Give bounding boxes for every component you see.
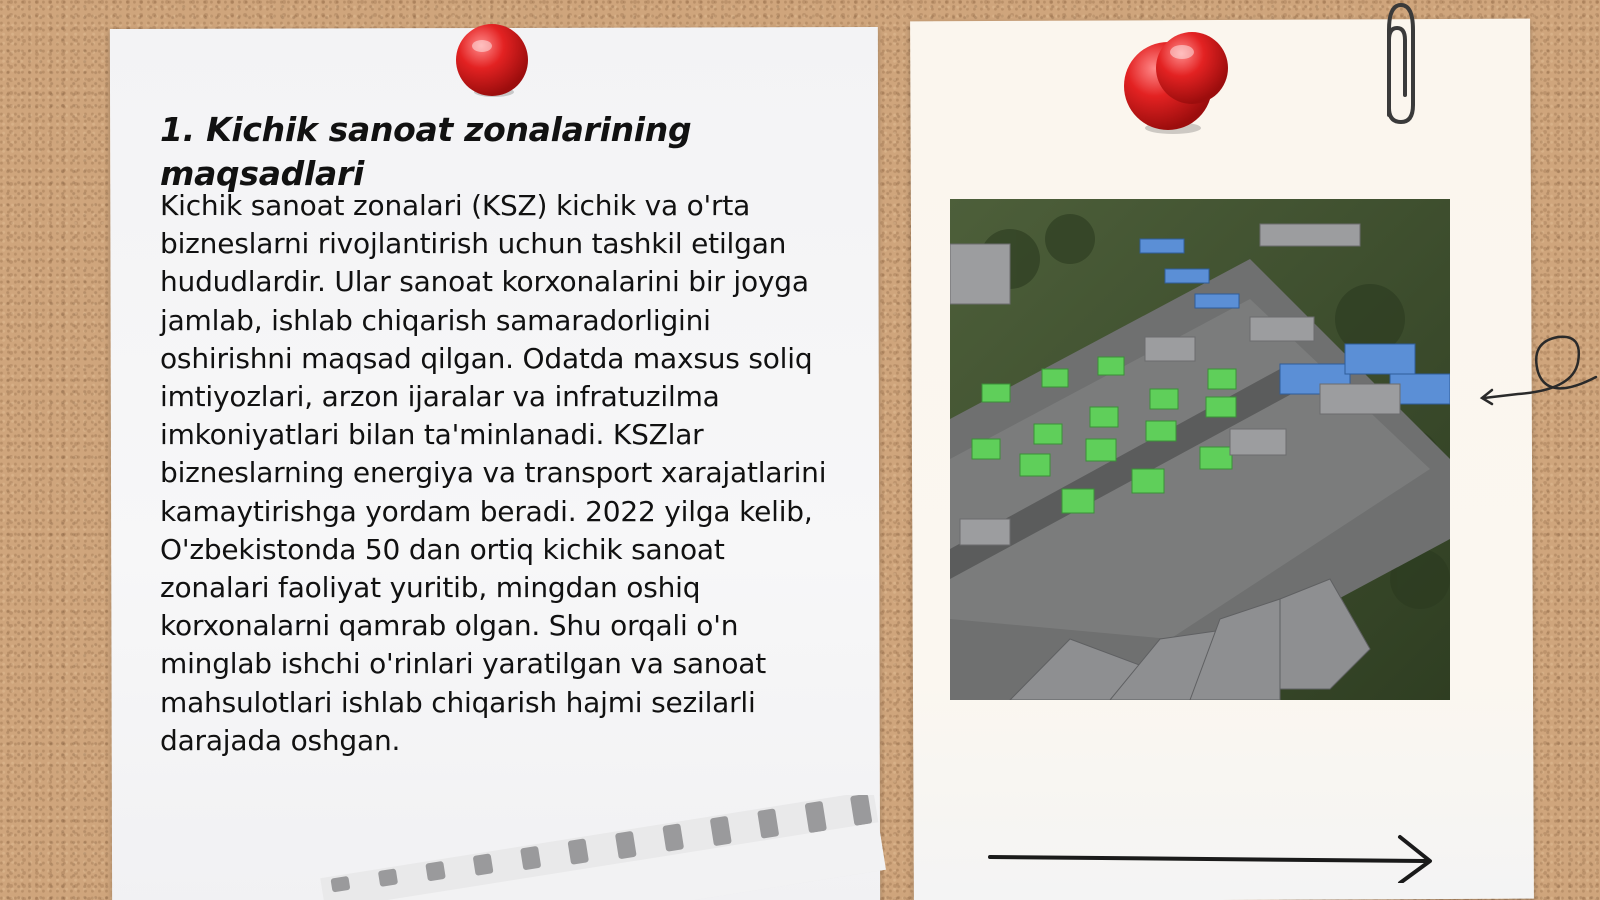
red-pushpin-icon: [1118, 28, 1238, 138]
arrow-right-icon: [985, 833, 1445, 883]
paperclip-icon: [1375, 0, 1425, 130]
spiral-binding: [300, 795, 890, 900]
note-title: 1. Kichik sanoat zonalarining maqsadlari: [160, 110, 692, 193]
industrial-zone-photo: [950, 199, 1450, 700]
curly-arrow-icon: [1478, 312, 1600, 412]
red-pushpin-icon: [452, 20, 532, 100]
note-body: Kichik sanoat zonalari (KSZ) kichik va o'rta bizneslarni rivojlantirish uchun tashkil etilgan hududlardir. Ular sanoat korxonalarini bir joyga jamlab, ishlab chiqarish samaradorligini oshirishni maqsad qilgan. Odatda maxsus soliq imtiyozlari, arzon ijaralar va infratuzilma imkoniyatlari bilan ta'minlanadi. KSZlar bizneslarning energiya va transport xarajatlarini kamaytirishga yordam beradi. 2022 yilga kelib, O'zbekistonda 50 dan ortiq kichik sanoat zonalari faoliyat yuritib, mingdan oshiq korxonalarni qamrab olgan. Shu orqali o'n minglab ishchi o'rinlari yaratilgan va sanoat mahsulotlari ishlab chiqarish hajmi sezilarli darajada oshgan.: [160, 189, 827, 757]
